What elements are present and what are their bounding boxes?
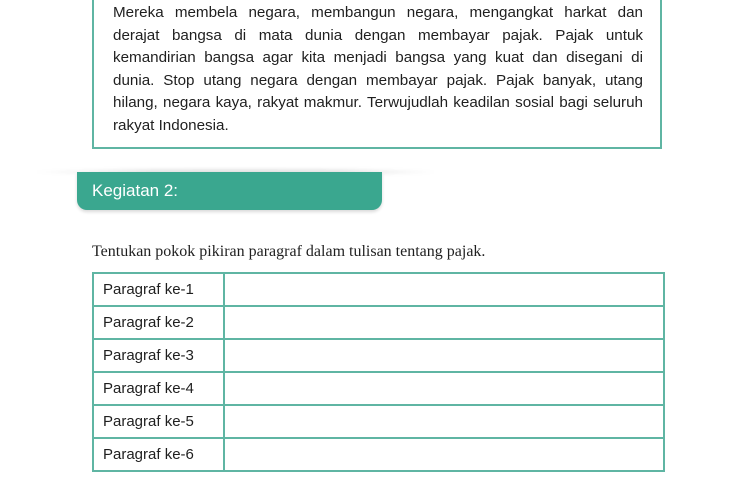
answer-cell[interactable] xyxy=(224,405,664,438)
answer-cell[interactable] xyxy=(224,372,664,405)
activity-instruction: Tentukan pokok pikiran paragraf dalam tulisan tentang pajak. xyxy=(92,243,486,260)
row-label: Paragraf ke-3 xyxy=(93,339,224,372)
table-row xyxy=(93,339,664,372)
row-label: Paragraf ke-1 xyxy=(93,273,224,306)
table-row xyxy=(93,306,664,339)
answer-cell[interactable] xyxy=(224,438,664,471)
row-label: Paragraf ke-5 xyxy=(93,405,224,438)
answer-cell[interactable] xyxy=(224,306,664,339)
table-row xyxy=(93,372,664,405)
activity-title: Kegiatan 2: xyxy=(92,181,179,200)
activity-banner xyxy=(77,172,382,210)
reading-paragraph: Mereka membela negara, membangun negara, mengangkat harkat dan derajat bangsa di mata dunia dengan membayar pajak. Pajak untuk kemandirian bangsa agar kita menjadi bangsa yang kuat dan disegani di dunia. Stop utang negara dengan membayar pajak. Pajak banyak, utang hilang, negara kaya, rakyat makmur. Terwujudlah keadilan sosial bagi seluruh rakyat Indonesia. xyxy=(113,4,643,134)
answer-cell[interactable] xyxy=(224,339,664,372)
reading-text-box xyxy=(92,0,662,149)
row-label: Paragraf ke-4 xyxy=(93,372,224,405)
row-label: Paragraf ke-2 xyxy=(93,306,224,339)
paragraph-topic-table xyxy=(92,272,665,472)
table-row xyxy=(93,405,664,438)
answer-cell[interactable] xyxy=(224,273,664,306)
table-row xyxy=(93,438,664,471)
row-label: Paragraf ke-6 xyxy=(93,438,224,471)
table-row xyxy=(93,273,664,306)
